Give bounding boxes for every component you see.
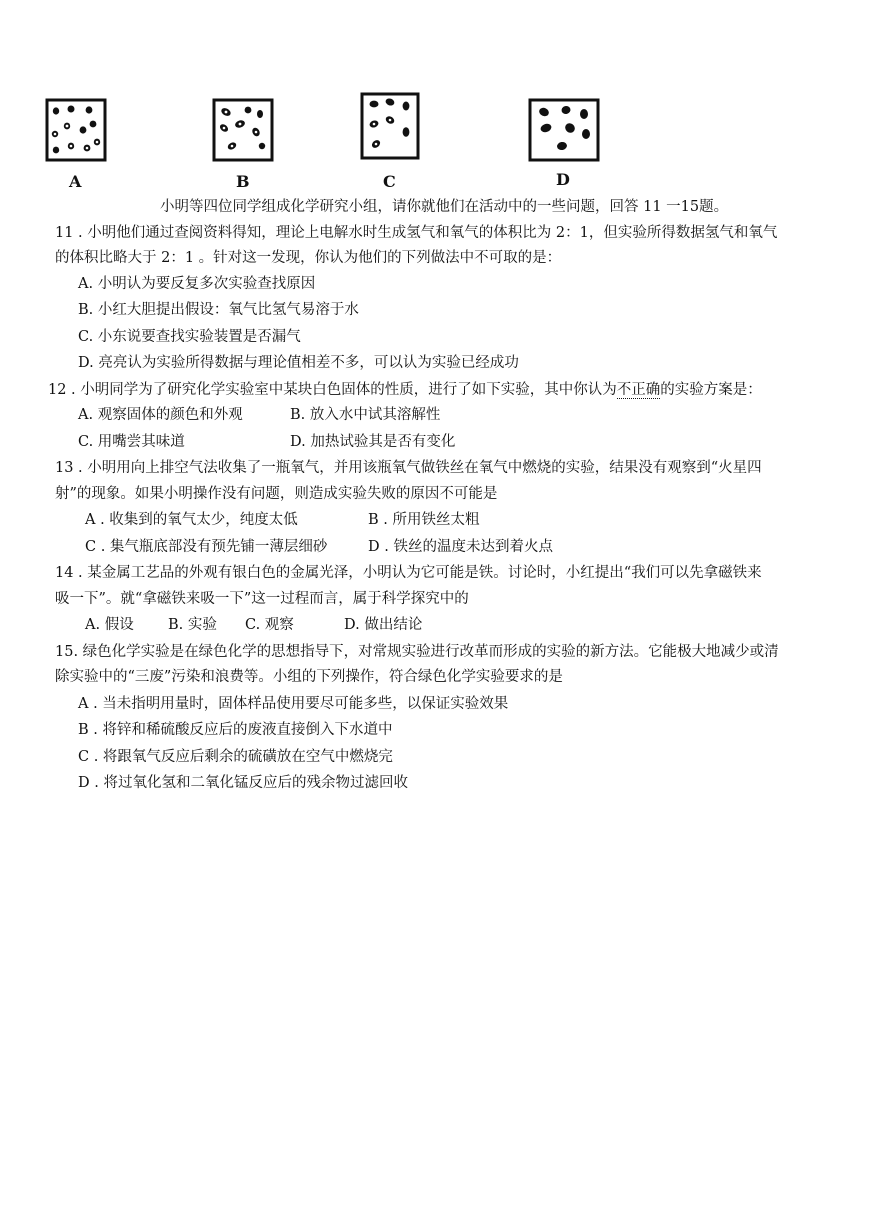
molecule-box-single-atoms-icon [45, 98, 107, 162]
q13-stem-line1: 13 . 小明用向上排空气法收集了一瓶氧气，并用该瓶氧气做铁丝在氧气中燃烧的实验，结果没有观察到“火星四 [55, 460, 762, 476]
q12-option-c: C. 用嘴尝其味道 [78, 434, 185, 450]
figure-c-label: C [383, 172, 396, 191]
intro-text: 小明等四位同学组成化学研究小组，请你就他们在活动中的一些问题，回答 11 一15题。 [160, 199, 729, 215]
q15-stem-line2: 除实验中的“三废”污染和浪费等。小组的下列操作，符合绿色化学实验要求的是 [55, 669, 563, 685]
q11-option-c: C. 小东说要查找实验装置是否漏气 [78, 329, 301, 345]
molecule-box-diatomic-filled-icon [528, 98, 600, 162]
q14-option-d: D. 做出结论 [344, 617, 423, 633]
q12-stem [48, 380, 762, 400]
q13-option-c: C . 集气瓶底部没有预先铺一薄层细砂 [85, 539, 328, 555]
q13-option-d: D . 铁丝的温度未达到着火点 [368, 539, 553, 555]
q11-stem-line2: 的体积比略大于 2：1 。针对这一发现，你认为他们的下列做法中不可取的是： [55, 250, 562, 266]
q12-stem-emphasis: 不正确 [616, 382, 661, 398]
q12-stem-post: 的实验方案是： [660, 382, 762, 398]
figure-b [212, 98, 274, 162]
q13-stem-line2: 射”的现象。如果小明操作没有问题，则造成实验失败的原因不可能是 [55, 486, 498, 502]
q12-option-d: D. 加热试验其是否有变化 [290, 434, 456, 450]
q11-option-d: D. 亮亮认为实验所得数据与理论值相差不多，可以认为实验已经成功 [78, 355, 519, 371]
q15-stem-line1: 15. 绿色化学实验是在绿色化学的思想指导下，对常规实验进行改革而形成的实验的新方法。它能极大地减少或清 [55, 644, 779, 660]
q15-option-a: A . 当未指明用量时，固体样品使用要尽可能多些，以保证实验效果 [78, 696, 509, 712]
q13-option-a: A . 收集到的氧气太少，纯度太低 [85, 512, 298, 528]
q11-option-b: B. 小红大胆提出假设：氧气比氢气易溶于水 [78, 302, 359, 318]
molecule-box-diatomic-mixed-icon [360, 92, 420, 160]
q15-option-b: B . 将锌和稀硫酸反应后的废液直接倒入下水道中 [78, 722, 393, 738]
q14-stem-line2: 吸一下”。就“拿磁铁来吸一下”这一过程而言，属于科学探究中的 [55, 591, 469, 607]
q14-stem-line1: 14 . 某金属工艺品的外观有银白色的金属光泽，小明认为它可能是铁。讨论时，小红提出“我们可以先拿磁铁来 [55, 565, 762, 581]
q15-option-c: C . 将跟氧气反应后剩余的硫磺放在空气中燃烧完 [78, 749, 393, 765]
q12-option-a: A. 观察固体的颜色和外观 [78, 407, 243, 423]
q12-stem-pre: 12 . 小明同学为了研究化学实验室中某块白色固体的性质，进行了如下实验，其中你认为 [48, 382, 617, 398]
q15-option-d: D . 将过氧化氢和二氧化锰反应后的残余物过滤回收 [78, 775, 408, 791]
q14-option-c: C. 观察 [245, 617, 294, 633]
figure-d [528, 98, 600, 162]
q14-option-a: A. 假设 [85, 617, 134, 633]
q11-option-a: A. 小明认为要反复多次实验查找原因 [78, 276, 316, 292]
q11-stem-line1: 11 . 小明他们通过查阅资料得知，理论上电解水时生成氢气和氧气的体积比为 2：1，但实验所得数据氢气和氧气 [55, 225, 778, 241]
figure-c [360, 92, 420, 160]
figure-a-label: A [69, 172, 82, 191]
q14-option-b: B. 实验 [168, 617, 217, 633]
q12-option-b: B. 放入水中试其溶解性 [290, 407, 441, 423]
figure-d-label: D [556, 170, 570, 189]
q13-option-b: B . 所用铁丝太粗 [368, 512, 480, 528]
figure-a [45, 98, 107, 162]
figure-b-label: B [236, 172, 250, 191]
molecule-box-diatomic-mixed-icon [212, 98, 274, 162]
